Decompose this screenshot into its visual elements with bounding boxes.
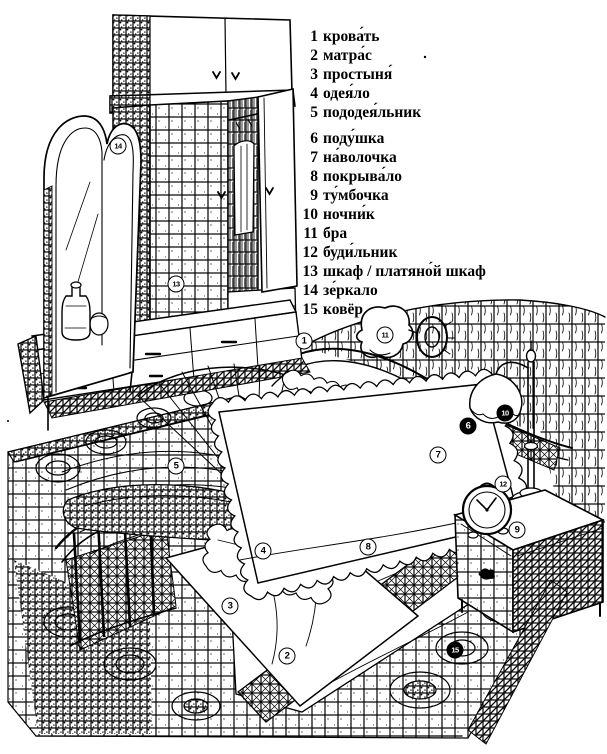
vocab-number: 15 [302, 301, 318, 318]
vocab-term: поду́шка [323, 130, 385, 147]
callout-wardrobe: 13 [168, 276, 185, 293]
vocab-item-10 [297, 205, 486, 224]
vocab-number: 8 [310, 168, 318, 185]
callout-pillow: 6 [460, 418, 477, 435]
vocab-number: 10 [302, 206, 318, 223]
vocab-number: 12 [302, 244, 318, 261]
vocab-number: 3 [310, 66, 318, 83]
vocab-term: ночни́к [323, 206, 375, 223]
vocab-item-9 [297, 186, 486, 205]
callout-wall-sconce: 11 [377, 327, 394, 344]
vocab-term: пододея́льник [323, 104, 422, 121]
callout-bedspread: 8 [360, 539, 377, 556]
vocab-term: зе́ркало [323, 282, 378, 299]
vocab-term: бра [323, 225, 348, 242]
callout-mattress: 2 [279, 648, 296, 665]
vocab-number: 9 [310, 187, 318, 204]
callout-rug: 15 [447, 642, 464, 659]
vocab-term: матра́с [323, 47, 372, 64]
callout-alarm-clock: 12 [495, 476, 512, 493]
callout-mirror: 14 [110, 138, 127, 155]
vocab-item-8 [297, 167, 486, 186]
vocab-number: 7 [310, 149, 318, 166]
vocab-term: на́волочка [323, 149, 397, 166]
vocab-item-4 [297, 84, 486, 103]
vocab-item-1 [297, 27, 486, 46]
vocab-list [297, 27, 486, 319]
callout-nightstand: 9 [509, 522, 526, 539]
vocab-item-2 [297, 46, 486, 65]
callout-duvet-cover: 5 [168, 458, 185, 475]
vocab-term: одея́ло [323, 85, 370, 102]
vocab-number: 1 [310, 28, 318, 45]
vocab-item-13 [297, 262, 486, 281]
vocab-term: ту́мбочка [323, 187, 389, 204]
vocab-number: 4 [310, 85, 318, 102]
callout-pillowcase: 7 [430, 447, 447, 464]
vocab-term: шкаф / платяно́й шкаф [323, 263, 486, 280]
callout-blanket: 4 [255, 543, 272, 560]
vocab-item-11 [297, 224, 486, 243]
vocab-term: простыня́ [323, 66, 393, 83]
callout-sheet: 3 [222, 598, 239, 615]
vocab-number: 13 [302, 263, 318, 280]
vocab-number: 2 [310, 47, 318, 64]
callout-bed: 1 [296, 333, 313, 350]
vocab-term: покрыва́ло [323, 168, 403, 185]
vocab-item-5 [297, 103, 486, 122]
vocab-item-7 [297, 148, 486, 167]
vocab-item-14 [297, 281, 486, 300]
vocab-item-3 [297, 65, 486, 84]
vocab-number: 6 [310, 130, 318, 147]
vocab-term: крова́ть [323, 28, 380, 45]
vocab-number: 14 [302, 282, 318, 299]
callout-night-lamp: 10 [497, 405, 514, 422]
vocab-term: буди́льник [323, 244, 398, 261]
vocab-item-6 [297, 129, 486, 148]
vocab-item-15 [297, 300, 486, 319]
vocab-term: ковёр [323, 301, 363, 318]
vocab-number: 11 [303, 225, 318, 242]
vocab-number: 5 [310, 104, 318, 121]
vocab-item-12 [297, 243, 486, 262]
